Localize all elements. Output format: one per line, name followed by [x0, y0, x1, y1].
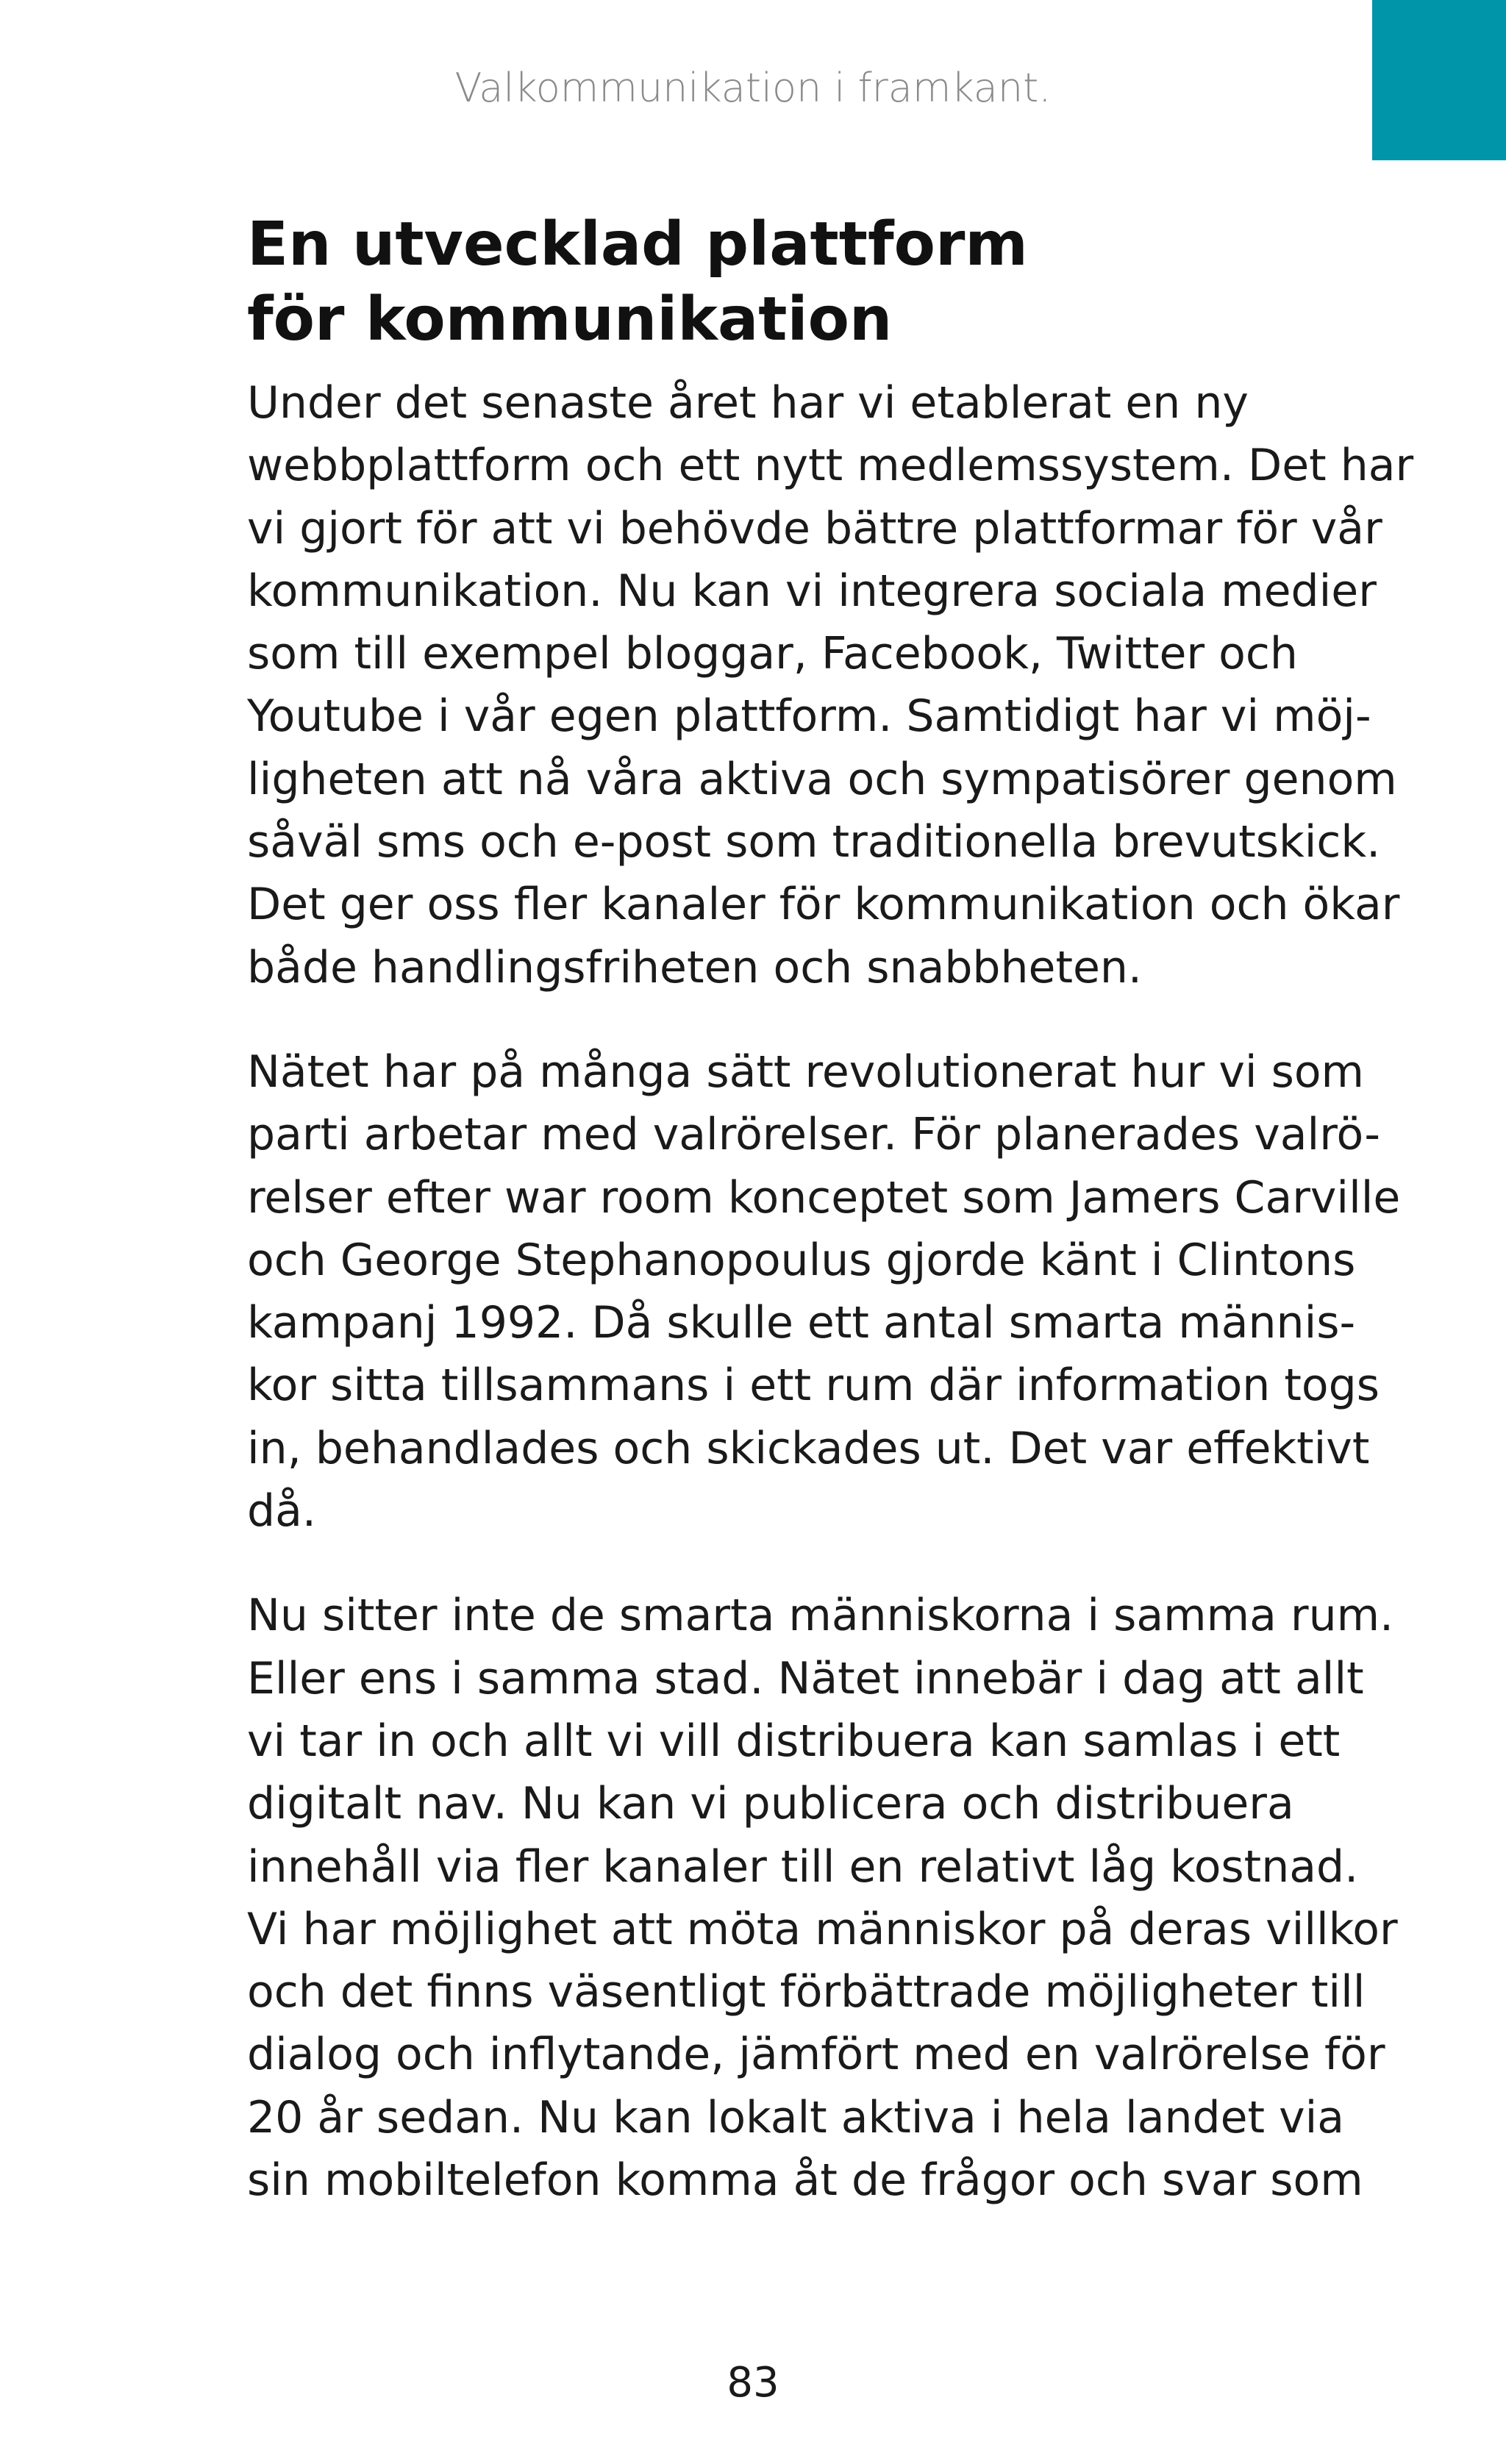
text-line: vi gjort för att vi behövde bättre plattformar för vår — [247, 502, 1382, 554]
text-line: som till exempel bloggar, Facebook, Twitter och — [247, 628, 1298, 680]
article-title — [247, 207, 1350, 357]
text-line: sin mobiltelefon komma åt de frågor och svar som — [247, 2154, 1363, 2207]
paragraph — [247, 1585, 1398, 2212]
text-line: kor sitta tillsammans i ett rum där information togs — [247, 1360, 1380, 1412]
text-line: kommunikation. Nu kan vi integrera sociala medier — [247, 565, 1377, 617]
running-head: Valkommunikation i framkant. — [454, 65, 1052, 111]
text-line: och det finns väsentligt förbättrade möjligheter till — [247, 1966, 1366, 2018]
text-line: såväl sms och e-post som traditionella brevutskick. — [247, 816, 1381, 868]
text-line: parti arbetar med valrörelser. För planerades valrö- — [247, 1109, 1381, 1161]
text-line: då. — [247, 1485, 316, 1538]
paragraph — [247, 372, 1414, 999]
text-line: innehåll via fler kanaler till en relativt låg kostnad. — [247, 1840, 1359, 1893]
text-line: digitalt nav. Nu kan vi publicera och distribuera — [247, 1778, 1294, 1830]
text-line: Nätet har på många sätt revolutionerat hur vi som — [247, 1046, 1364, 1098]
text-line: relser efter war room konceptet som Jamers Carville — [247, 1171, 1401, 1224]
text-line: 20 år sedan. Nu kan lokalt aktiva i hela landet via — [247, 2091, 1345, 2143]
text-line: Nu sitter inte de smarta människorna i samma rum. — [247, 1590, 1394, 1642]
text-line: ligheten att nå våra aktiva och sympatisörer genom — [247, 753, 1397, 805]
text-line: vi tar in och allt vi vill distribuera kan samlas i ett — [247, 1715, 1341, 1767]
text-line: Vi har möjlighet att möta människor på deras villkor — [247, 1903, 1398, 1955]
text-line: både handlingsfriheten och snabbheten. — [247, 941, 1142, 993]
title-line: En utvecklad plattform — [247, 210, 1028, 279]
text-line: Det ger oss fler kanaler för kommunikation och ökar — [247, 879, 1400, 931]
text-line: och George Stephanopoulus gjorde känt i Clintons — [247, 1234, 1356, 1286]
title-line: för kommunikation — [247, 285, 893, 354]
article-body — [247, 372, 1414, 2212]
text-line: kampanj 1992. Då skulle ett antal smarta männis- — [247, 1297, 1356, 1349]
text-line: in, behandlades och skickades ut. Det var effektivt — [247, 1422, 1370, 1474]
article — [247, 207, 1414, 2254]
text-line: Youtube i vår egen plattform. Samtidigt har vi möj- — [247, 690, 1371, 743]
text-line: dialog och inflytande, jämfört med en valrörelse för — [247, 2029, 1385, 2081]
text-line: Eller ens i samma stad. Nätet innebär i dag att allt — [247, 1652, 1364, 1704]
page-number: 83 — [727, 2359, 779, 2407]
text-line: Under det senaste året har vi etablerat en ny — [247, 377, 1249, 429]
paragraph — [247, 1041, 1401, 1543]
text-line: webbplattform och ett nytt medlemssystem. Det har — [247, 440, 1414, 492]
